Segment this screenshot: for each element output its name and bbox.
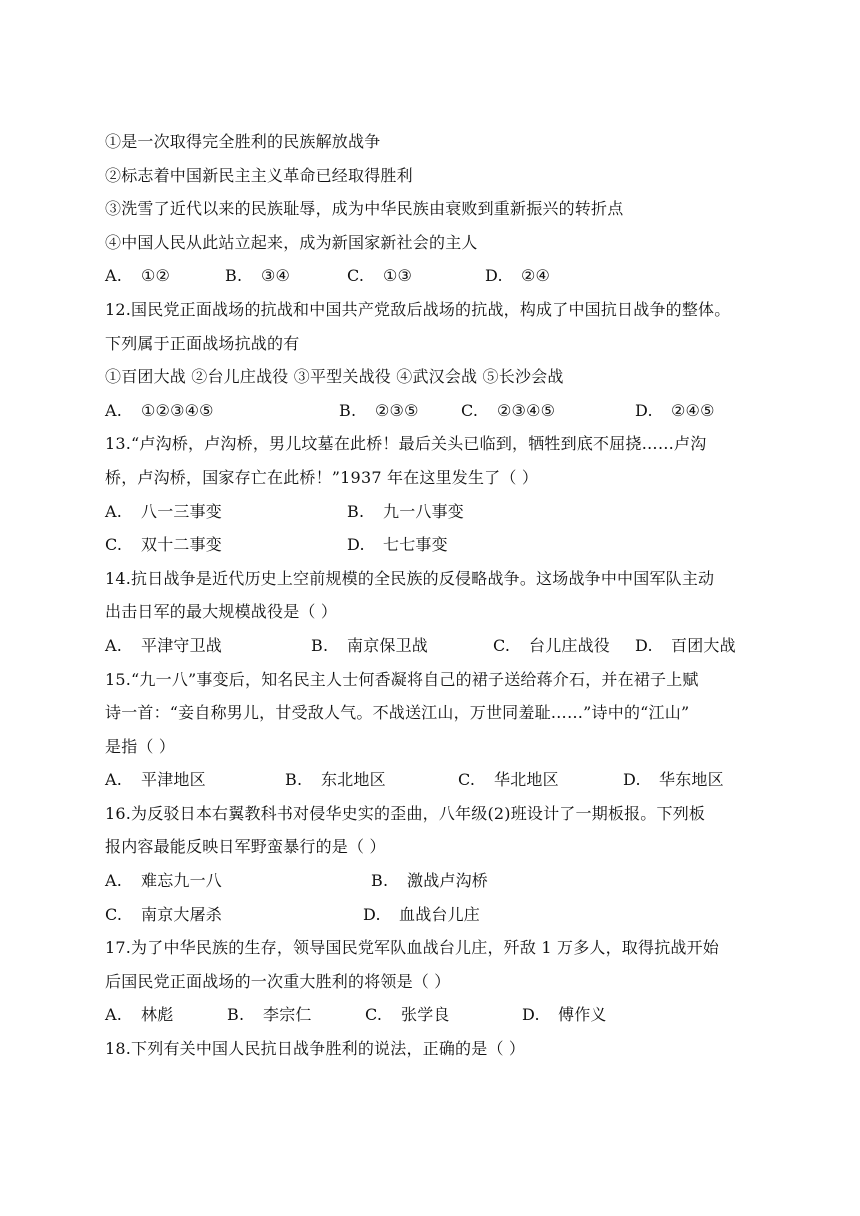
- exam-page: [105, 125, 765, 1066]
- q15-option-d[interactable]: D. 华东地区: [623, 770, 724, 790]
- q17-option-a[interactable]: A. 林彪: [105, 1005, 174, 1025]
- q16-stem-line-2: 报内容最能反映日军野蛮暴行的是（ ）: [105, 837, 386, 857]
- q16-option-a[interactable]: A. 难忘九一八: [105, 871, 223, 891]
- q16-option-b[interactable]: B. 激战卢沟桥: [371, 871, 489, 891]
- q11-option-c[interactable]: C. ①③: [347, 266, 413, 286]
- q11-option-d[interactable]: D. ②④: [485, 266, 551, 286]
- q14-option-d[interactable]: D. 百团大战: [635, 635, 736, 655]
- q17-stem-line-2: 后国民党正面战场的一次重大胜利的将领是（ ）: [105, 971, 451, 991]
- q12-option-d[interactable]: D. ②④⑤: [635, 400, 715, 420]
- q12-stem-line-1: 12.国民党正面战场的抗战和中国共产党敌后战场的抗战，构成了中国抗日战争的整体。: [105, 299, 731, 319]
- q17-option-d[interactable]: D. 傅作义: [522, 1005, 607, 1025]
- q13-option-c[interactable]: C. 双十二事变: [105, 535, 223, 555]
- q13-option-b[interactable]: B. 九一八事变: [347, 501, 465, 521]
- q16-option-c[interactable]: C. 南京大屠杀: [105, 904, 223, 924]
- q13-options-row-2: [105, 528, 765, 562]
- q15-stem-line-2: 诗一首：“妾自称男儿，甘受敌人气。不战送江山，万世同羞耻……”诗中的“江山”: [105, 703, 690, 723]
- q15-option-c[interactable]: C. 华北地区: [458, 770, 559, 790]
- q12-stem-line-2: 下列属于正面战场抗战的有: [105, 333, 300, 353]
- q13-stem-line-1: 13.“卢沟桥，卢沟桥，男儿坟墓在此桥！最后关头已临到，牺牲到底不屈挠……卢沟: [105, 434, 707, 454]
- q11-statement-3: ③洗雪了近代以来的民族耻辱，成为中华民族由衰败到重新振兴的转折点: [105, 199, 624, 219]
- q11-options: [105, 259, 765, 293]
- q15-option-b[interactable]: B. 东北地区: [285, 770, 386, 790]
- q17-option-b[interactable]: B. 李宗仁: [227, 1005, 312, 1025]
- q14-option-b[interactable]: B. 南京保卫战: [311, 635, 429, 655]
- q13-option-d[interactable]: D. 七七事变: [347, 535, 448, 555]
- q15-stem-line-1: 15.“九一八”事变后，知名民主人士何香凝将自己的裙子送给蒋介石，并在裙子上赋: [105, 669, 699, 689]
- q11-option-a[interactable]: A. ①②: [105, 266, 171, 286]
- q11-statement-2: ②标志着中国新民主主义革命已经取得胜利: [105, 165, 413, 185]
- q11-option-b[interactable]: B. ③④: [225, 266, 291, 286]
- q16-options-row-2: [105, 898, 765, 932]
- q12-option-a[interactable]: A. ①②③④⑤: [105, 400, 214, 420]
- q11-statement-4: ④中国人民从此站立起来，成为新国家新社会的主人: [105, 232, 478, 252]
- q13-stem-line-2: 桥，卢沟桥，国家存亡在此桥！”1937 年在这里发生了（ ）: [105, 467, 539, 487]
- q12-option-c[interactable]: C. ②③④⑤: [461, 400, 556, 420]
- q13-options-row-1: [105, 495, 765, 529]
- q13-option-a[interactable]: A. 八一三事变: [105, 501, 223, 521]
- q16-options-row-1: [105, 864, 765, 898]
- q16-option-d[interactable]: D. 血战台儿庄: [363, 904, 481, 924]
- q16-stem-line-1: 16.为反驳日本右翼教科书对侵华史实的歪曲，八年级(2)班设计了一期板报。下列板: [105, 803, 706, 823]
- q18-stem: 18.下列有关中国人民抗日战争胜利的说法，正确的是（ ）: [105, 1039, 526, 1059]
- q14-option-a[interactable]: A. 平津守卫战: [105, 635, 223, 655]
- q15-options: [105, 763, 765, 797]
- q14-option-c[interactable]: C. 台儿庄战役: [493, 635, 611, 655]
- q12-options: [105, 394, 765, 428]
- q12-statements: ①百团大战 ②台儿庄战役 ③平型关战役 ④武汉会战 ⑤长沙会战: [105, 367, 564, 387]
- q14-stem-line-1: 14.抗日战争是近代历史上空前规模的全民族的反侵略战争。这场战争中中国军队主动: [105, 568, 715, 588]
- q14-options: [105, 629, 765, 663]
- q15-stem-line-3: 是指（ ）: [105, 736, 176, 756]
- q17-option-c[interactable]: C. 张学良: [365, 1005, 450, 1025]
- q11-statement-1: ①是一次取得完全胜利的民族解放战争: [105, 132, 381, 151]
- q17-options: [105, 998, 765, 1032]
- q12-option-b[interactable]: B. ②③⑤: [339, 400, 419, 420]
- q14-stem-line-2: 出击日军的最大规模战役是（ ）: [105, 602, 338, 622]
- q17-stem-line-1: 17.为了中华民族的生存，领导国民党军队血战台儿庄，歼敌 1 万多人，取得抗战开始: [105, 938, 719, 958]
- q15-option-a[interactable]: A. 平津地区: [105, 770, 206, 790]
